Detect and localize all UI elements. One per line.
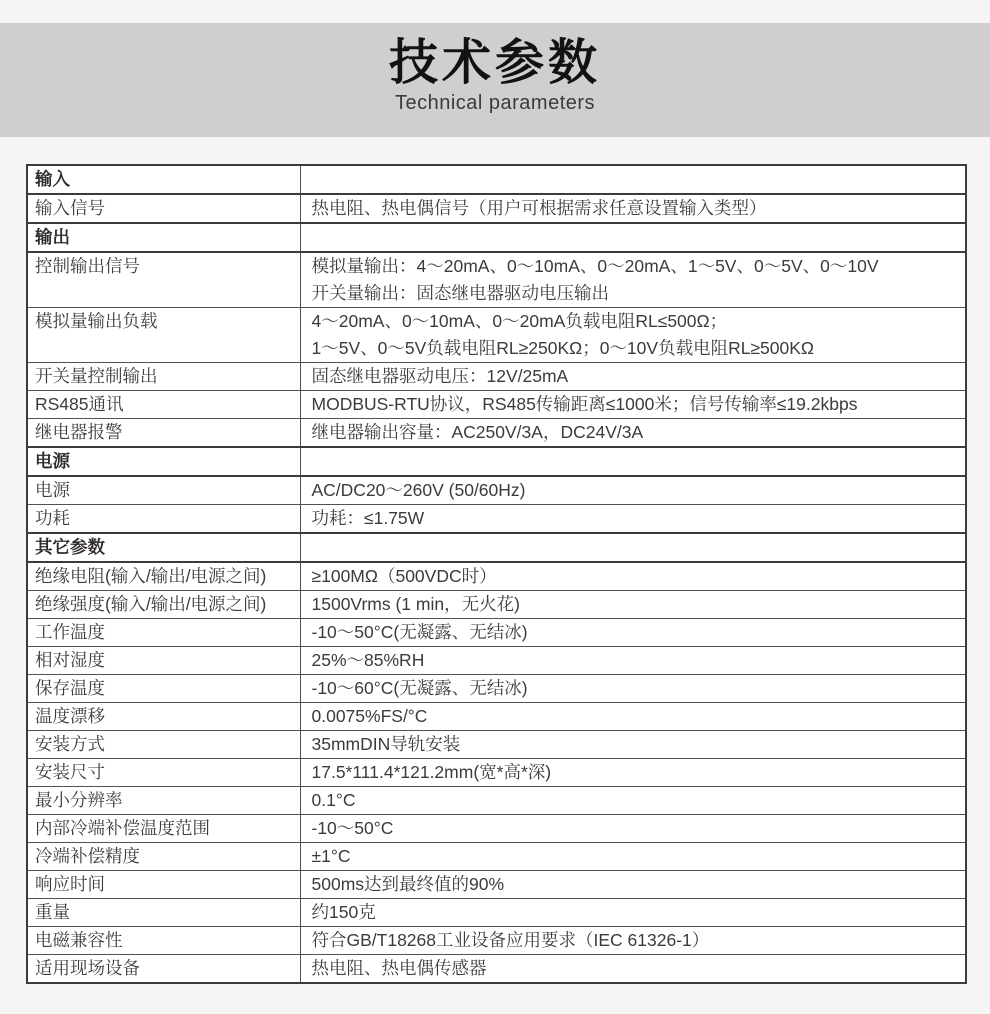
parameter-value-cell: [300, 194, 966, 223]
parameter-value-cell: [300, 165, 966, 194]
parameter-value-cell: [300, 419, 966, 448]
parameter-value-cell: [300, 759, 966, 787]
spec-table-body: [27, 165, 966, 983]
parameter-value-cell: [300, 619, 966, 647]
spec-row: [27, 843, 966, 871]
parameter-value-line: 1～5V、0～5V负载电阻RL≥250KΩ；0～10V负载电阻RL≥500KΩ: [311, 338, 815, 358]
parameter-value-cell: [300, 787, 966, 815]
parameter-name-cell: [27, 927, 300, 955]
parameter-name: 功耗: [35, 508, 70, 528]
parameter-name: 内部冷端补偿温度范围: [35, 818, 210, 838]
parameter-value-line: -10～50°C(无凝露、无结冰): [311, 622, 528, 642]
parameter-value-line: -10～60°C(无凝露、无结冰): [311, 678, 528, 698]
parameter-name-cell: [27, 391, 300, 419]
parameter-name: 开关量控制输出: [35, 366, 158, 386]
parameter-name-cell: [27, 252, 300, 308]
parameter-name: 保存温度: [35, 678, 105, 698]
parameter-name: 最小分辨率: [35, 790, 123, 810]
parameter-value-cell: [300, 476, 966, 505]
spec-row: [27, 731, 966, 759]
parameter-name: 电磁兼容性: [35, 930, 123, 950]
parameter-name-cell: [27, 447, 300, 476]
parameter-name: 输入: [35, 169, 70, 189]
spec-row: [27, 955, 966, 984]
parameter-value-cell: [300, 562, 966, 591]
spec-row: [27, 647, 966, 675]
parameter-name-cell: [27, 419, 300, 448]
section-header-row: [27, 533, 966, 562]
parameter-value-line: 模拟量输出：4～20mA、0～10mA、0～20mA、1～5V、0～5V、0～10V: [311, 256, 879, 276]
spec-row: [27, 308, 966, 363]
parameter-value-line: 符合GB/T18268工业设备应用要求（IEC 61326-1）: [311, 930, 710, 950]
parameter-name: 继电器报警: [35, 422, 123, 442]
parameter-name-cell: [27, 363, 300, 391]
parameter-name-cell: [27, 899, 300, 927]
spec-row: [27, 675, 966, 703]
parameter-name: 冷端补偿精度: [35, 846, 140, 866]
spec-row: [27, 476, 966, 505]
spec-row: [27, 871, 966, 899]
parameter-name-cell: [27, 731, 300, 759]
parameter-value-cell: [300, 703, 966, 731]
parameter-name: 输入信号: [35, 198, 105, 218]
section-header-row: [27, 447, 966, 476]
parameter-value-line: AC/DC20～260V (50/60Hz): [311, 480, 526, 500]
parameter-name: 适用现场设备: [35, 958, 140, 978]
parameter-value-cell: [300, 505, 966, 534]
parameter-value-cell: [300, 731, 966, 759]
parameter-value-cell: [300, 363, 966, 391]
parameter-value-cell: [300, 675, 966, 703]
parameter-value-line: 继电器输出容量：AC250V/3A，DC24V/3A: [311, 422, 644, 442]
parameter-name-cell: [27, 194, 300, 223]
page-title: 技术参数: [388, 36, 601, 90]
parameter-name-cell: [27, 223, 300, 252]
parameter-value-line: ±1°C: [311, 846, 351, 866]
spec-row: [27, 899, 966, 927]
parameter-name-cell: [27, 591, 300, 619]
parameter-value-cell: [300, 391, 966, 419]
spec-row: [27, 363, 966, 391]
parameter-value-line: 1500Vrms (1 min，无火花): [311, 594, 520, 614]
parameter-name: 工作温度: [35, 622, 105, 642]
spec-row: [27, 759, 966, 787]
spec-row: [27, 591, 966, 619]
parameter-value-line: 17.5*111.4*121.2mm(宽*高*深): [311, 762, 552, 782]
parameter-name: 其它参数: [35, 537, 105, 557]
spec-row: [27, 562, 966, 591]
parameter-name-cell: [27, 815, 300, 843]
parameter-name-cell: [27, 308, 300, 363]
parameter-name-cell: [27, 476, 300, 505]
parameter-value-cell: [300, 955, 966, 984]
parameter-name: 电源: [35, 451, 70, 471]
parameter-name-cell: [27, 871, 300, 899]
section-header-row: [27, 223, 966, 252]
parameter-value-line: 开关量输出：固态继电器驱动电压输出: [311, 283, 609, 303]
technical-parameters-table: [26, 164, 967, 984]
parameter-value-line: 约150克: [311, 902, 376, 922]
page-subtitle: Technical parameters: [394, 92, 596, 114]
parameter-name: 绝缘电阻(输入/输出/电源之间): [35, 566, 267, 586]
parameter-value-cell: [300, 252, 966, 308]
parameter-value-line: ≥100MΩ（500VDC时）: [311, 566, 497, 586]
parameter-name: 绝缘强度(输入/输出/电源之间): [35, 594, 267, 614]
spec-row: [27, 391, 966, 419]
parameter-value-line: 0.0075%FS/°C: [311, 706, 428, 726]
section-header-row: [27, 165, 966, 194]
spec-row: [27, 815, 966, 843]
parameter-value-cell: [300, 899, 966, 927]
spec-row: [27, 927, 966, 955]
parameter-value-line: 25%～85%RH: [311, 650, 425, 670]
parameter-name-cell: [27, 843, 300, 871]
spec-row: [27, 252, 966, 308]
spec-row: [27, 787, 966, 815]
parameter-name-cell: [27, 165, 300, 194]
parameter-name-cell: [27, 533, 300, 562]
parameter-name: 输出: [35, 227, 70, 247]
parameter-name: RS485通讯: [35, 394, 124, 414]
parameter-value-cell: [300, 815, 966, 843]
parameter-value-line: 35mmDIN导轨安装: [311, 734, 461, 754]
parameter-name: 响应时间: [35, 874, 105, 894]
parameter-name-cell: [27, 703, 300, 731]
parameter-value-line: 0.1°C: [311, 790, 356, 810]
parameter-value-cell: [300, 308, 966, 363]
parameter-value-cell: [300, 223, 966, 252]
parameter-name-cell: [27, 562, 300, 591]
parameter-value-cell: [300, 927, 966, 955]
parameter-value-line: 固态继电器驱动电压：12V/25mA: [311, 366, 569, 386]
parameter-name: 电源: [35, 480, 70, 500]
parameter-name-cell: [27, 759, 300, 787]
parameter-name-cell: [27, 955, 300, 984]
parameter-value-cell: [300, 843, 966, 871]
parameter-value-line: MODBUS-RTU协议，RS485传输距离≤1000米；信号传输率≤19.2kbps: [311, 394, 858, 414]
parameter-name-cell: [27, 619, 300, 647]
spec-row: [27, 703, 966, 731]
parameter-value-cell: [300, 447, 966, 476]
parameter-value-line: 热电阻、热电偶传感器: [311, 958, 487, 978]
parameter-value-line: 4～20mA、0～10mA、0～20mA负载电阻RL≤500Ω；: [311, 311, 728, 331]
parameter-name: 重量: [35, 902, 70, 922]
parameter-name: 模拟量输出负载: [35, 311, 158, 331]
parameter-name: 相对湿度: [35, 650, 105, 670]
parameter-value-line: 功耗：≤1.75W: [311, 508, 425, 528]
parameter-name: 控制输出信号: [35, 256, 140, 276]
parameter-value-line: 热电阻、热电偶信号（用户可根据需求任意设置输入类型）: [311, 198, 767, 218]
parameter-name-cell: [27, 787, 300, 815]
parameter-name-cell: [27, 505, 300, 534]
spec-row: [27, 419, 966, 448]
parameter-value-cell: [300, 647, 966, 675]
spec-row: [27, 505, 966, 534]
parameter-name-cell: [27, 675, 300, 703]
parameter-name: 温度漂移: [35, 706, 105, 726]
parameter-name: 安装尺寸: [35, 762, 105, 782]
spec-row: [27, 619, 966, 647]
parameter-value-line: 500ms达到最终值的90%: [311, 874, 505, 894]
title-banner: [0, 23, 990, 137]
parameter-value-cell: [300, 533, 966, 562]
spec-row: [27, 194, 966, 223]
parameter-value-cell: [300, 591, 966, 619]
parameter-name-cell: [27, 647, 300, 675]
parameter-name: 安装方式: [35, 734, 105, 754]
parameter-value-cell: [300, 871, 966, 899]
parameter-value-line: -10～50°C: [311, 818, 394, 838]
